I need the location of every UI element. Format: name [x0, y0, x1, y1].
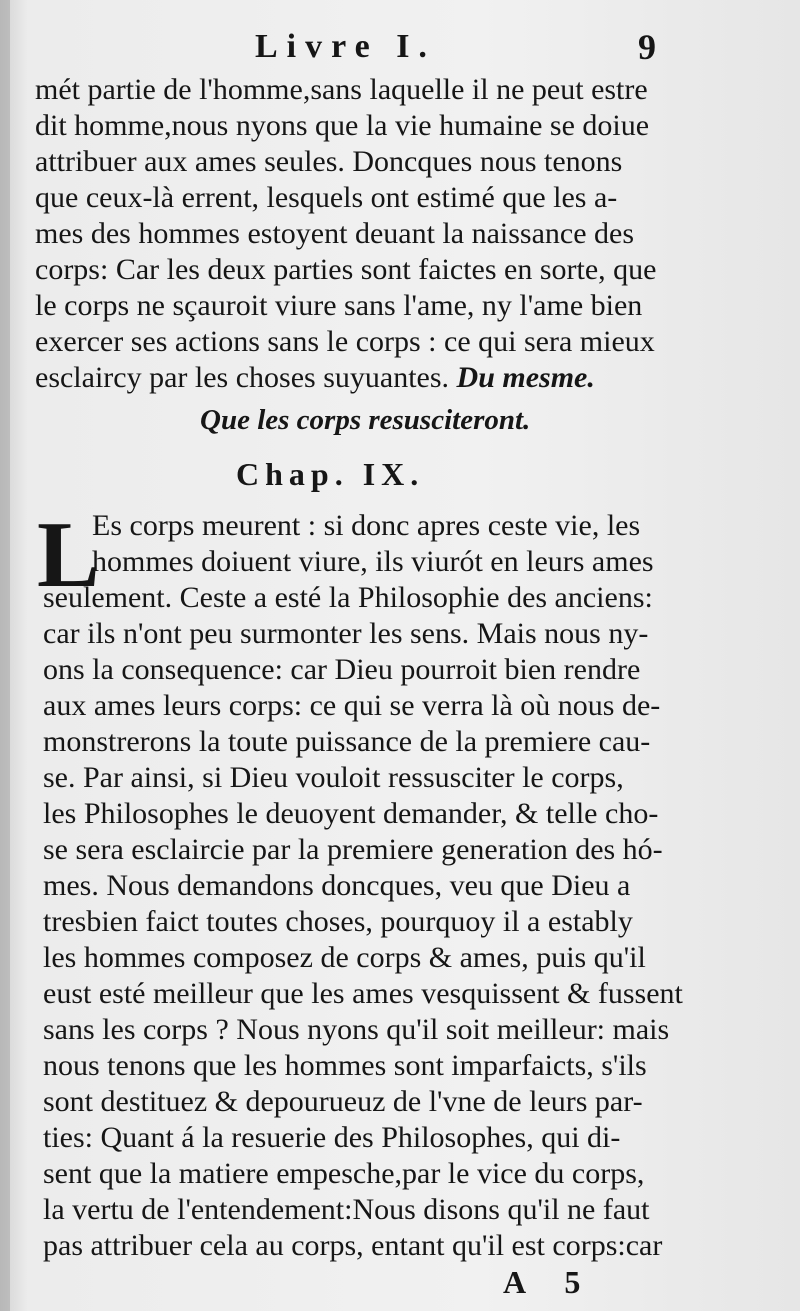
- running-head-title: Livre I.: [255, 28, 436, 65]
- text-line: mét partie de l'homme,sans laquelle il ne peut estre: [35, 73, 648, 106]
- page-number: 9: [638, 27, 656, 67]
- text-line: mes des hommes estoyent deuant la naissance des: [35, 217, 635, 250]
- text-line: monstrerons la toute puissance de la premiere cau-: [43, 725, 651, 758]
- text-line: mes. Nous demandons doncques, veu que Dieu a: [43, 869, 631, 902]
- text-line-last-main: esclaircy par les choses suyuantes.: [35, 361, 450, 394]
- text-line: la vertu de l'entendement:Nous disons qu'il ne faut: [43, 1193, 650, 1226]
- page-gutter-shadow: [0, 0, 10, 1311]
- text-line: sent que la matiere empesche,par le vice du corps,: [43, 1157, 645, 1190]
- text-line: tresbien faict toutes choses, pourquoy il a estably: [43, 905, 633, 938]
- text-line-last: [35, 360, 800, 396]
- text-line: eust esté meilleur que les ames vesquissent & fussent: [43, 977, 683, 1010]
- text-line: sont destituez & depourueuz de l'vne de leurs par-: [43, 1085, 643, 1118]
- chapter-title: Que les corps resusciteront.: [200, 404, 531, 436]
- text-line: les hommes composez de corps & ames, puis qu'il: [43, 941, 646, 974]
- text-line: ties: Quant á la resuerie des Philosophes, qui di-: [43, 1121, 621, 1154]
- text-line: exercer ses actions sans le corps : ce qui sera mieux: [35, 325, 655, 358]
- chapter-number: Chap. IX.: [236, 456, 425, 492]
- text-line: attribuer aux ames seules. Doncques nous tenons: [35, 145, 623, 178]
- text-line: aux ames leurs corps: ce qui se verra là où nous de-: [43, 689, 661, 722]
- signature-mark: A 5: [503, 1264, 597, 1300]
- text-line: car ils n'ont peu surmonter les sens. Mais nous ny-: [43, 617, 649, 650]
- text-line: que ceux-là errent, lesquels ont estimé que les a-: [35, 181, 618, 214]
- text-line: corps: Car les deux parties sont faictes en sorte, que: [35, 253, 657, 286]
- text-line: seulement. Ceste a esté la Philosophie des anciens:: [43, 581, 653, 614]
- text-line: hommes doiuent viure, ils viurót en leurs ames: [92, 545, 654, 578]
- text-line: se. Par ainsi, si Dieu vouloit ressusciter le corps,: [43, 761, 624, 794]
- text-line: dit homme,nous nyons que la vie humaine se doiue: [35, 109, 650, 142]
- text-line: se sera esclaircie par la premiere generation des hó-: [43, 833, 663, 866]
- italic-note: Du mesme.: [456, 361, 595, 394]
- text-line: le corps ne sçauroit viure sans l'ame, ny l'ame bien: [35, 289, 643, 322]
- text-line: nous tenons que les hommes sont imparfaicts, s'ils: [43, 1049, 647, 1082]
- text-line: pas attribuer cela au corps, entant qu'il est corps:car: [43, 1229, 663, 1262]
- running-head: [0, 24, 800, 74]
- text-line: Es corps meurent : si donc apres ceste vie, les: [92, 509, 641, 542]
- drop-cap: L: [37, 503, 100, 607]
- text-line: les Philosophes le deuoyent demander, & telle cho-: [43, 797, 659, 830]
- text-line: sans les corps ? Nous nyons qu'il soit meilleur: mais: [43, 1013, 670, 1046]
- text-line: ons la consequence: car Dieu pourroit bien rendre: [43, 653, 641, 686]
